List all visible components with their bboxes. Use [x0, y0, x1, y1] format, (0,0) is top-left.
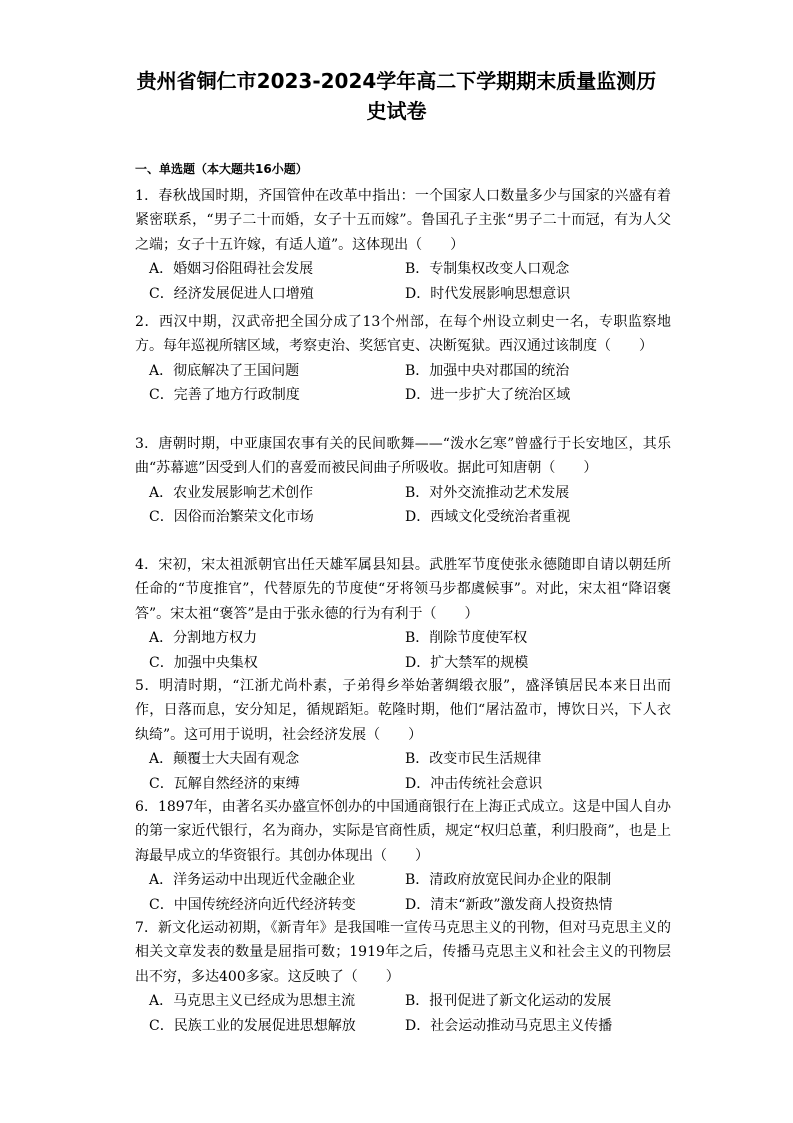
exam-title-line-1: 贵州省铜仁市2023-2024学年高二下学期期末质量监测历 [136, 69, 657, 93]
question-1 [135, 184, 671, 306]
option-a: A．洋务运动中出现近代金融企业 [149, 872, 356, 889]
option-grid [149, 868, 671, 917]
option-c: C．民族工业的发展促进思想解放 [149, 1017, 356, 1034]
exam-title [110, 66, 683, 126]
question-2 [135, 310, 671, 408]
option-a: A．分割地方权力 [149, 630, 258, 647]
option-b: B．削除节度使军权 [405, 630, 528, 647]
option-b: B．改变市民生活规律 [405, 751, 542, 768]
question-stem: 4．宋初，宋太祖派朝官出任天雄军属县知县。武胜军节度使张永德随即自请以朝廷所任命的“节度推官”，代替原先的节度使“牙将领马步都虞候事”。对此，宋太祖“降诏褒答”。宋太祖“褒答”是由于张永德的行为有利于（ ） [135, 557, 671, 622]
option-d: D．进一步扩大了统治区域 [405, 387, 571, 404]
question-5 [135, 674, 671, 796]
question-stem: 6．1897年，由著名买办盛宣怀创办的中国通商银行在上海正式成立。这是中国人自办的第一家近代银行，名为商办，实际是官商性质，规定“权归总董，利归股商”，也是上海最早成立的华资银行。其创办体现出（ ） [135, 799, 671, 864]
option-d: D．清末“新政”激发商人投资热情 [405, 896, 613, 913]
question-stem: 3．唐朝时期，中亚康国农事有关的民间歌舞——“泼水乞寒”曾盛行于长安地区，其乐曲“苏幕遮”因受到人们的喜爱而被民间曲子所吸收。据此可知唐朝（ ） [135, 436, 671, 477]
question-7 [135, 916, 671, 1038]
option-a: A．农业发展影响艺术创作 [149, 484, 314, 501]
question-4 [135, 553, 671, 675]
option-b: B．清政府放宽民间办企业的限制 [405, 872, 612, 889]
option-c: C．经济发展促进人口增殖 [149, 285, 314, 302]
option-d: D．西域文化受统治者重视 [405, 509, 571, 526]
option-b: B．报刊促进了新文化运动的发展 [405, 993, 612, 1010]
option-a: A．彻底解决了王国问题 [149, 362, 300, 379]
option-c: C．完善了地方行政制度 [149, 387, 300, 404]
question-stem: 1．春秋战国时期，齐国管仲在改革中指出：一个国家人口数量多少与国家的兴盛有着紧密联系，“男子二十而婚，女子十五而嫁”。鲁国孔子主张“男子二十而冠，有为人父之端；女子十五许嫁，有适人道”。这体现出（ ） [135, 188, 671, 253]
option-b: B．对外交流推动艺术发展 [405, 484, 570, 501]
option-grid [149, 989, 671, 1038]
question-stem: 5．明清时期，“江浙尤尚朴素，子弟得乡举始著绸缎衣服”，盛泽镇居民本来日出而作，日落而息，安分知足，循规蹈矩。乾隆时期，他们“屠沽盈市，博饮日兴，下人衣纨绮”。这可用于说明，社会经济发展（ ） [135, 678, 671, 743]
option-d: D．冲击传统社会意识 [405, 775, 543, 792]
option-grid [149, 257, 671, 306]
option-c: C．因俗而治繁荣文化市场 [149, 509, 314, 526]
option-d: D．社会运动推动马克思主义传播 [405, 1017, 613, 1034]
option-c: C．加强中央集权 [149, 654, 258, 671]
option-d: D．扩大禁军的规模 [405, 654, 529, 671]
question-stem: 7．新文化运动初期，《新青年》是我国唯一宣传马克思主义的刊物，但对马克思主义的相关文章发表的数量是屈指可数；1919年之后，传播马克思主义和社会主义的刊物层出不穷，多达400多家。这反映了（ ） [135, 920, 671, 985]
question-3 [135, 432, 671, 530]
exam-title-line-2: 史试卷 [366, 99, 427, 123]
option-grid [149, 481, 671, 530]
option-c: C．瓦解自然经济的束缚 [149, 775, 300, 792]
option-c: C．中国传统经济向近代经济转变 [149, 896, 356, 913]
option-grid [149, 626, 671, 675]
option-a: A．马克思主义已经成为思想主流 [149, 993, 356, 1010]
option-b: B．专制集权改变人口观念 [405, 261, 570, 278]
option-a: A．婚姻习俗阻碍社会发展 [149, 261, 314, 278]
question-6 [135, 795, 671, 917]
option-a: A．颠覆士大夫固有观念 [149, 751, 300, 768]
option-grid [149, 747, 671, 796]
option-d: D．时代发展影响思想意识 [405, 285, 571, 302]
question-stem: 2．西汉中期，汉武帝把全国分成了13个州部，在每个州设立刺史一名，专职监察地方。每年巡视所辖区域，考察吏治、奖惩官吏、决断冤狱。西汉通过该制度（ ） [135, 314, 671, 355]
option-b: B．加强中央对郡国的统治 [405, 362, 570, 379]
option-grid [149, 359, 671, 408]
section-heading: 一、单选题（本大题共16小题） [135, 162, 308, 176]
